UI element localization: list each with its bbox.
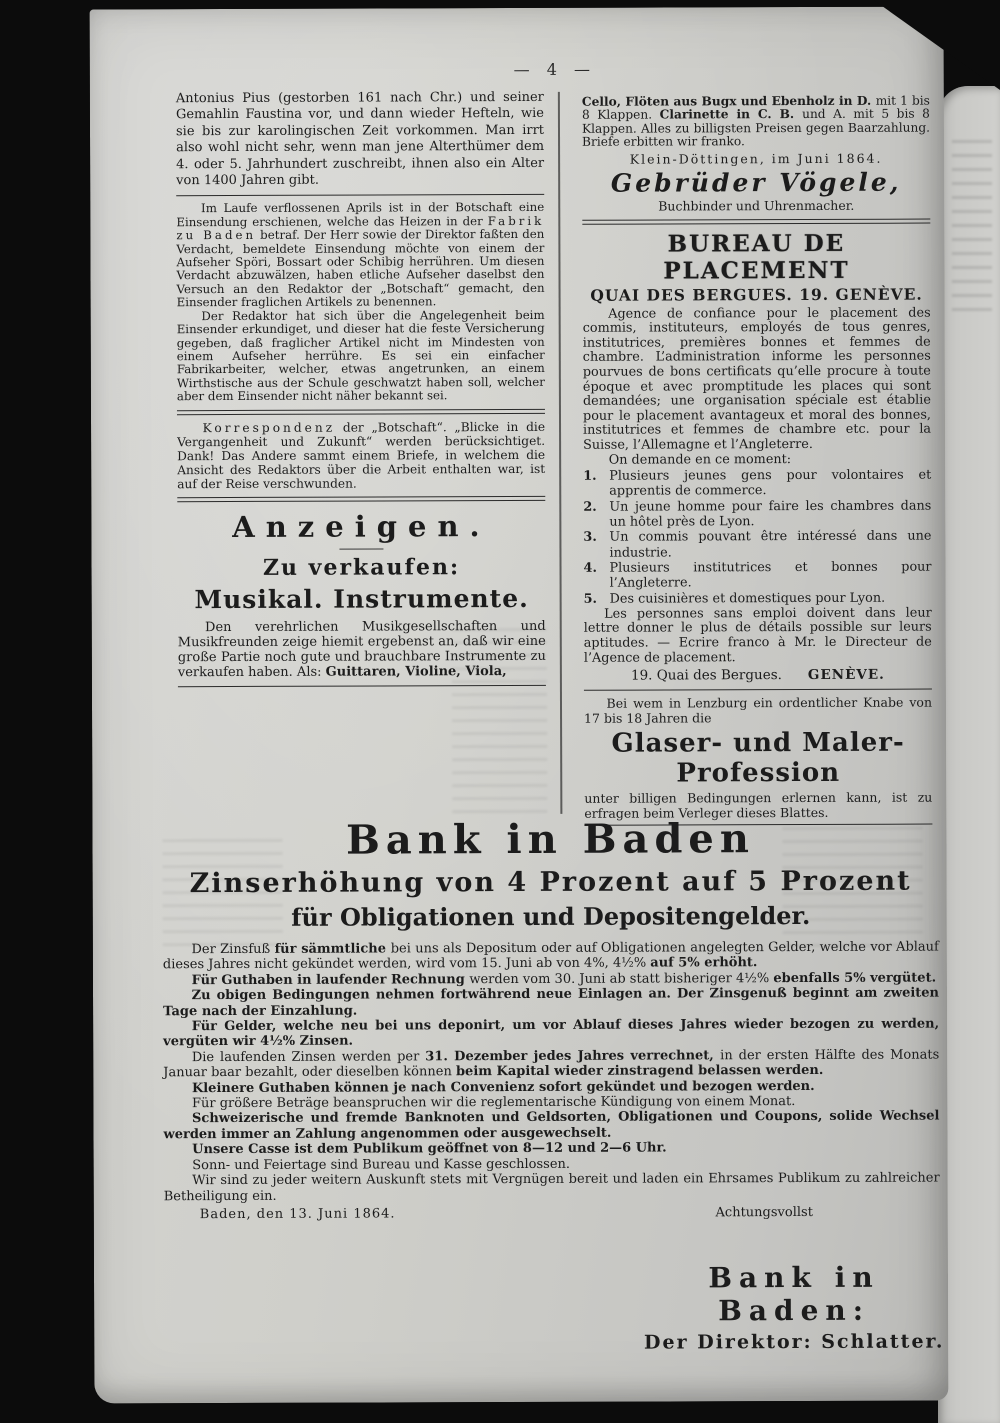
double-rule <box>177 495 545 501</box>
signature-block <box>634 1260 954 1353</box>
bank-paragraph: Sonn- und Feiertage sind Bureau und Kasse geschlossen. <box>192 1156 571 1173</box>
bank-paragraph: Die laufenden Zinsen werden per 31. Dezember jedes Jahres verrechnet, in der ersten Hälfte des Monats Januar baar bezahlt, oder dieselben können beim Kapital wieder zinstragend belassen werden. <box>163 1047 940 1081</box>
bleed-through-patch <box>162 839 282 949</box>
bank-paragraph: Kleinere Guthaben können je nach Convenienz sofort gekündet und bezogen werden. <box>191 1078 815 1096</box>
bureau-outro: Les personnes sans emploi doivent dans leur lettre donner le plus de détails possible sur leurs aptitudes. — Ecrire franco à Mr. le Directeur de l’Agence de placement. <box>583 605 932 666</box>
item-number: 5. <box>583 591 598 607</box>
lenzburg-ad-outro: unter billigen Bedingungen erlernen kann, ist zu erfragen beim Verleger dieses Blattes. <box>584 789 933 821</box>
item-number: 4. <box>583 560 597 576</box>
bank-subtitle-1: Zinserhöhung von 4 Prozent auf 5 Prozent <box>189 865 912 900</box>
gebrueder-voegele-heading: Gebrüder Vögele, <box>610 167 902 198</box>
article-botschaft <box>176 201 545 403</box>
list-item <box>584 590 932 607</box>
closing-word: Achtungsvollst <box>715 1204 813 1221</box>
article-antonius-pius: Antonius Pius (gestorben 161 nach Chr.) und seiner Gemahlin Faustina vor, und dann wieder Hefteln, wie sie bis zur karolingischen Zeit vorkommen. Man irrt also wohl nicht sehr, wenn man jene Alterthümer dem 4. oder 5. Jahrhundert zuschreibt, ihnen also ein Alter von 1400 Jahren gibt. <box>175 89 545 189</box>
mini-rule <box>339 548 383 549</box>
gebrueder-subtitle: Buchbinder und Uhrenmacher. <box>658 197 855 214</box>
paragraph: Der Redaktor hat sich über die Angelegenheit beim Einsender erkundiget, und dieser hat die feste Versicherung gegeben, daß fraglicher Artikel nicht im Mindesten von einem Aufseher herrühre. Es sei ein einfacher Fabrikarbeiter, welcher, etwas angetrunken, an einem Wirthstische aus der Schule geschwatzt haben soll, welcher aber dem Einsender nicht näher bekannt sei. <box>176 307 545 404</box>
item-text: Plusieurs institutrices et bonnes pour l’Angleterre. <box>609 559 932 591</box>
date-line: Baden, den 13. Juni 1864. <box>199 1206 396 1223</box>
korrespondenz-note: Korrespondenz der „Botschaft“. „Blicke in die Vergangenheit und Zukunft“ werden berücksichtiget. Dank! Das Andere sammt einem Briefe, in welchem die Ansicht des Redaktors über die Arbeit enthalten war, ist auf der Reise verschwunden. <box>177 419 546 491</box>
anzeigen-heading: Anzeigen. <box>232 508 491 544</box>
bureau-de-placement-title: BUREAU DE PLACEMENT <box>663 229 850 285</box>
bank-title: Bank in Baden <box>345 815 755 864</box>
bleed-through-text <box>952 140 992 320</box>
bank-paragraph: Zu obigen Bedingungen nehmen fortwährend neue Einlagen an. Der Zinsgenuß beginnt am zweiten Tage nach der Einzahlung. <box>163 985 940 1019</box>
list-item <box>583 559 931 591</box>
double-rule <box>582 218 930 224</box>
bank-paragraph: Unsere Casse ist dem Publikum geöffnet von 8—12 und 2—6 Uhr. <box>192 1140 667 1158</box>
paragraph: Im Laufe verflossenen Aprils ist in der Botschaft eine Einsendung erschienen, welche das Heizen in der Fabrik zu Baden betraf. Der Herr sowie der Direktor faßten den Verdacht, bemeldete Einsendung möchte von einem der Aufseher Spöri, Bossart oder Schibig herrühren. Um diesen Verdacht abzuwälzen, haben etliche Aufseher daselbst den Versuch an den Redaktor der „Botschaft“ gemacht, den Einsender fraglichen Artikels zu benennen. <box>176 200 545 310</box>
address: 19. Quai des Bergues. <box>630 667 782 684</box>
bureau-subtitle: QUAI DES BERGUES. 19. GENÈVE. <box>590 284 923 305</box>
instruments-ad: Cello, Flöten aus Bugx und Ebenholz in D. mit 1 bis 8 Klappen. Clarinette in C. B. und A. mit 5 bis 8 Klappen. Alles zu billigsten Preisen gegen Baarzahlung. Briefe erbitten wir franko. <box>581 93 931 149</box>
bleed-through-patch <box>452 628 548 818</box>
bleed-through-patch <box>782 827 922 947</box>
item-text: Plusieurs jeunes gens pour volontaires et apprentis de commerce. <box>609 467 932 500</box>
lenzburg-ad-intro: Bei wem in Lenzburg ein ordentlicher Knabe von 17 bis 18 Jahren die <box>584 694 933 726</box>
bank-body <box>163 940 940 1205</box>
bank-paragraph: Der Zinsfuß für sämmtliche bei uns als Depositum oder auf Obligationen angelegten Gelder, welche vor Ablauf dieses Jahres nicht gekündet werden, wird vom 15. Juni ab von 4%, 4½% auf 5% erhöht. <box>162 939 939 973</box>
musikal-ad-body: Den verehrlichen Musikgesellschaften und Musikfreunden zeige hiemit ergebenst an, daß wir eine große Partie noch gute und brauchbare Instrumente zu verkaufen haben. Als: Guittaren, Violine, Viola, <box>177 618 546 680</box>
list-item <box>583 529 931 561</box>
rule <box>584 689 932 691</box>
bureau-address-line <box>584 667 932 684</box>
double-rule <box>177 408 545 414</box>
musikal-instrumente-heading: Musikal. Instrumente. <box>194 583 529 614</box>
bank-paragraph: Für größere Beträge beanspruchen wir die reglementarische Kündigung von einem Monat. <box>191 1094 796 1112</box>
item-text: Un commis pouvant être intéressé dans une industrie. <box>609 528 932 561</box>
list-item <box>583 468 931 500</box>
dateline: Klein-Döttingen, im Juni 1864. <box>629 150 883 167</box>
item-text: Des cuisinières et domestiques pour Lyon. <box>609 590 886 607</box>
bureau-intro: Agence de confiance pour le placement des commis, instituteurs, employés de tous genres, institutrices, premières bonnes et femmes de chambre. L’administration informe les personnes pourvues de bons certificats qu’elle procure à toute époque et avec promptitude les places qui sont demandées; une organisation spéciale est établie pour le placement avantageux et moral des bonnes, institutrices et femmes de chambre etc. pour la Suisse, l’Allemagne et l’Angleterre. <box>582 305 932 453</box>
bank-paragraph: Für Guthaben in laufender Rechnung werden vom 30. Juni ab statt bisheriger 4½% ebenfalls 5% vergütet. <box>191 970 937 988</box>
rule <box>176 194 544 196</box>
item-number: 1. <box>583 468 597 484</box>
left-column <box>176 90 546 693</box>
date-row <box>164 1204 940 1222</box>
bank-paragraph: Für Gelder, welche neu bei uns deponirt, um vor Ablauf dieses Jahres wieder bezogen zu werden, vergüten wir 4½% Zinsen. <box>163 1016 940 1050</box>
right-column <box>582 95 933 832</box>
bank-paragraph: Wir sind zu jeder weitern Auskunft stets mit Vergnügen bereit und laden ein Ehrsames Publikum zu zahlreicher Betheiligung ein. <box>163 1170 940 1204</box>
on-demande-line: On demande en ce moment: <box>608 451 792 468</box>
city: GENÈVE. <box>807 666 885 684</box>
column-divider <box>558 92 563 814</box>
page-number: — 4 — <box>513 59 596 80</box>
item-number: 2. <box>583 499 597 515</box>
bank-signature-title: Bank in Baden: <box>708 1260 880 1328</box>
newspaper-page <box>90 7 949 1404</box>
item-text: Un jeune homme pour faire les chambres dans un hôtel près de Lyon. <box>609 498 932 530</box>
bank-subtitle-2: für Obligationen und Depositengelder. <box>291 900 811 932</box>
zu-verkaufen-heading: Zu verkaufen: <box>262 553 461 581</box>
list-item <box>583 498 931 530</box>
item-number: 3. <box>583 530 597 546</box>
bureau-list <box>583 468 931 607</box>
director-signature: Der Direktor: Schlatter. <box>643 1330 945 1354</box>
bank-paragraph: Schweizerische und fremde Banknoten und Geldsorten, Obligationen und Coupons, solide Wechsel werden immer an Zahlung angenommen oder ausgewechselt. <box>163 1109 940 1143</box>
glaser-maler-heading: Glaser- und Maler-Profession <box>611 727 905 789</box>
